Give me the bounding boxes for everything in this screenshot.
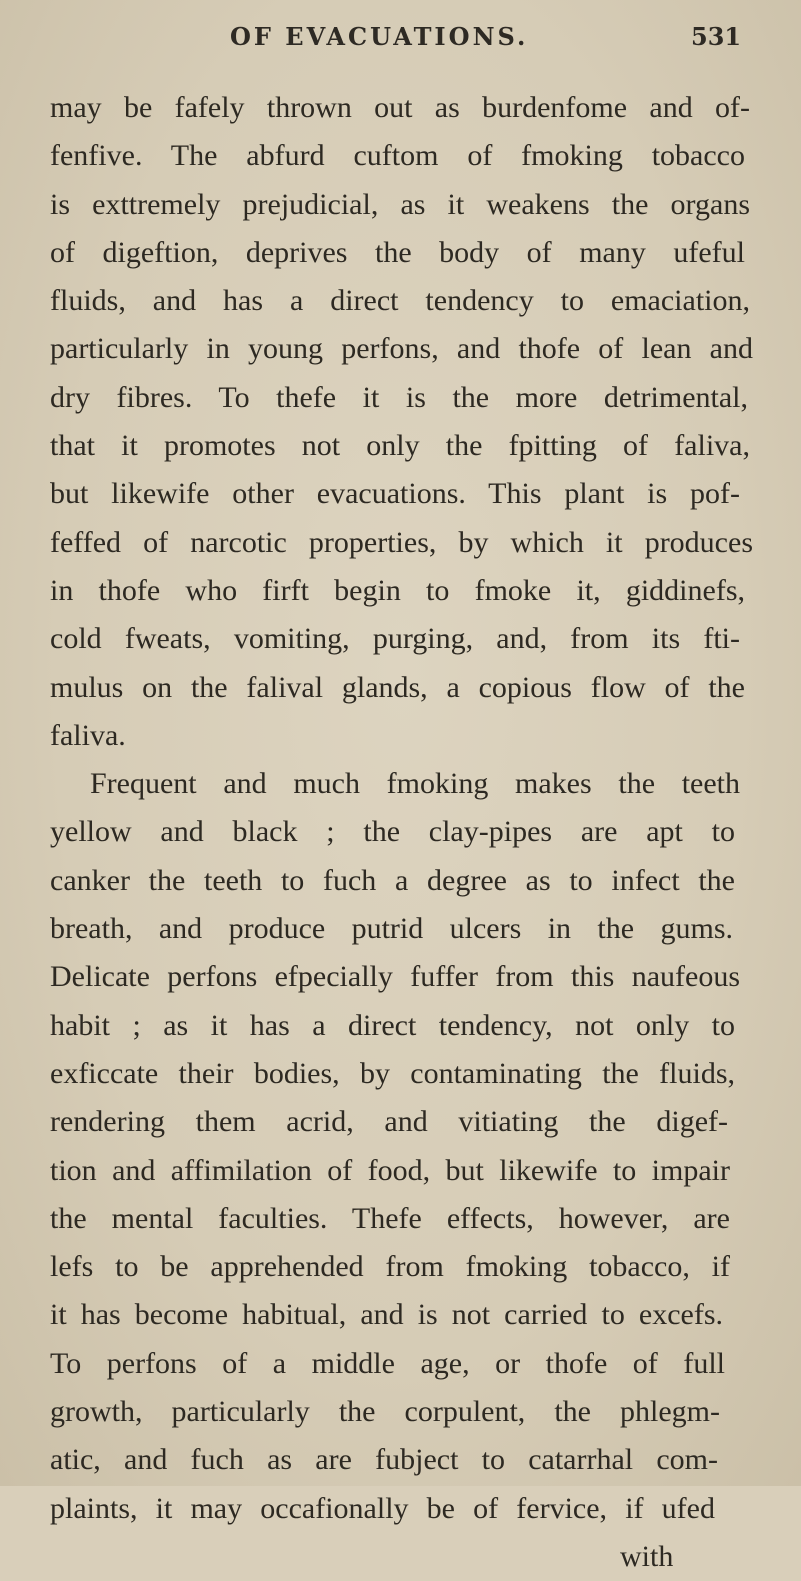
line-text: feffed of narcotic properties, by which it produces [50,525,753,559]
line-text: exficcate their bodies, by contaminating the fluids, [50,1056,735,1090]
line-text: tion and affimilation of food, but likewife to impair [50,1153,730,1187]
text-line [0,1098,801,1146]
catchword: with [620,1539,674,1573]
line-text: plaints, it may occafionally be of fervice, if ufed [50,1491,715,1525]
line-text: faliva. [50,718,126,752]
line-text: canker the teeth to fuch a degree as to infect the [50,863,735,897]
text-line [0,374,801,422]
text-line [0,1050,801,1098]
line-text: may be fafely thrown out as burdenfome and of- [50,91,750,124]
text-line [0,325,801,373]
text-line [0,1436,801,1484]
line-text: fluids, and has a direct tendency to emaciation, [50,284,750,318]
line-text: yellow and black ; the clay-pipes are apt to [50,815,735,849]
text-line [0,1340,801,1388]
line-text: Frequent and much fmoking makes the teeth [90,767,740,801]
line-text: it has become habitual, and is not carried to excefs. [50,1298,723,1332]
text-line [0,1195,801,1243]
text-line [0,1533,801,1581]
text-line [0,953,801,1001]
page-header [0,16,801,56]
text-line [0,1002,801,1050]
line-text: To perfons of a middle age, or thofe of full [50,1346,725,1380]
line-text: cold fweats, vomiting, purging, and, from its fti- [50,622,740,656]
page-number: 531 [691,22,742,51]
line-text: rendering them acrid, and vitiating the digef- [50,1105,728,1139]
text-line [0,567,801,615]
line-text: Delicate perfons efpecially fuffer from this naufeous [50,960,740,994]
text-line [0,905,801,953]
text-line [0,1147,801,1195]
text-line [0,760,801,808]
text-line [0,1485,801,1533]
line-text: mulus on the falival glands, a copious flow of the [50,670,745,704]
text-line [0,277,801,325]
text-line [0,808,801,856]
line-text: growth, particularly the corpulent, the phlegm- [50,1395,720,1429]
line-text: particularly in young perfons, and thofe of lean and [50,332,753,366]
text-line [0,229,801,277]
text-line [0,181,801,229]
text-line [0,1243,801,1291]
text-line [0,857,801,905]
line-text: fenfive. The abfurd cuftom of fmoking tobacco [50,139,745,173]
text-line [0,615,801,663]
text-line [0,422,801,470]
line-text: dry fibres. To thefe it is the more detrimental, [50,380,748,414]
line-text: atic, and fuch as are fubject to catarrhal com- [50,1443,718,1477]
body-text [0,84,801,1581]
line-text: is exttremely prejudicial, as it weakens the organs [50,187,750,221]
line-text: of digeftion, deprives the body of many ufeful [50,235,745,269]
line-text: the mental faculties. Thefe effects, however, are [50,1201,730,1235]
text-line [0,1291,801,1339]
text-line [0,84,801,132]
text-line [0,1388,801,1436]
line-text: that it promotes not only the fpitting of faliva, [50,429,750,463]
text-line [0,470,801,518]
line-text: lefs to be apprehended from fmoking tobacco, if [50,1250,730,1284]
line-text: habit ; as it has a direct tendency, not only to [50,1008,735,1042]
text-line [0,132,801,180]
line-text: in thofe who firft begin to fmoke it, giddinefs, [50,573,745,607]
running-head: OF EVACUATIONS. [230,22,529,51]
text-line [0,712,801,760]
line-text: but likewife other evacuations. This plant is pof- [50,477,740,511]
line-text: breath, and produce putrid ulcers in the gums. [50,912,733,946]
text-line [0,519,801,567]
text-line [0,664,801,712]
